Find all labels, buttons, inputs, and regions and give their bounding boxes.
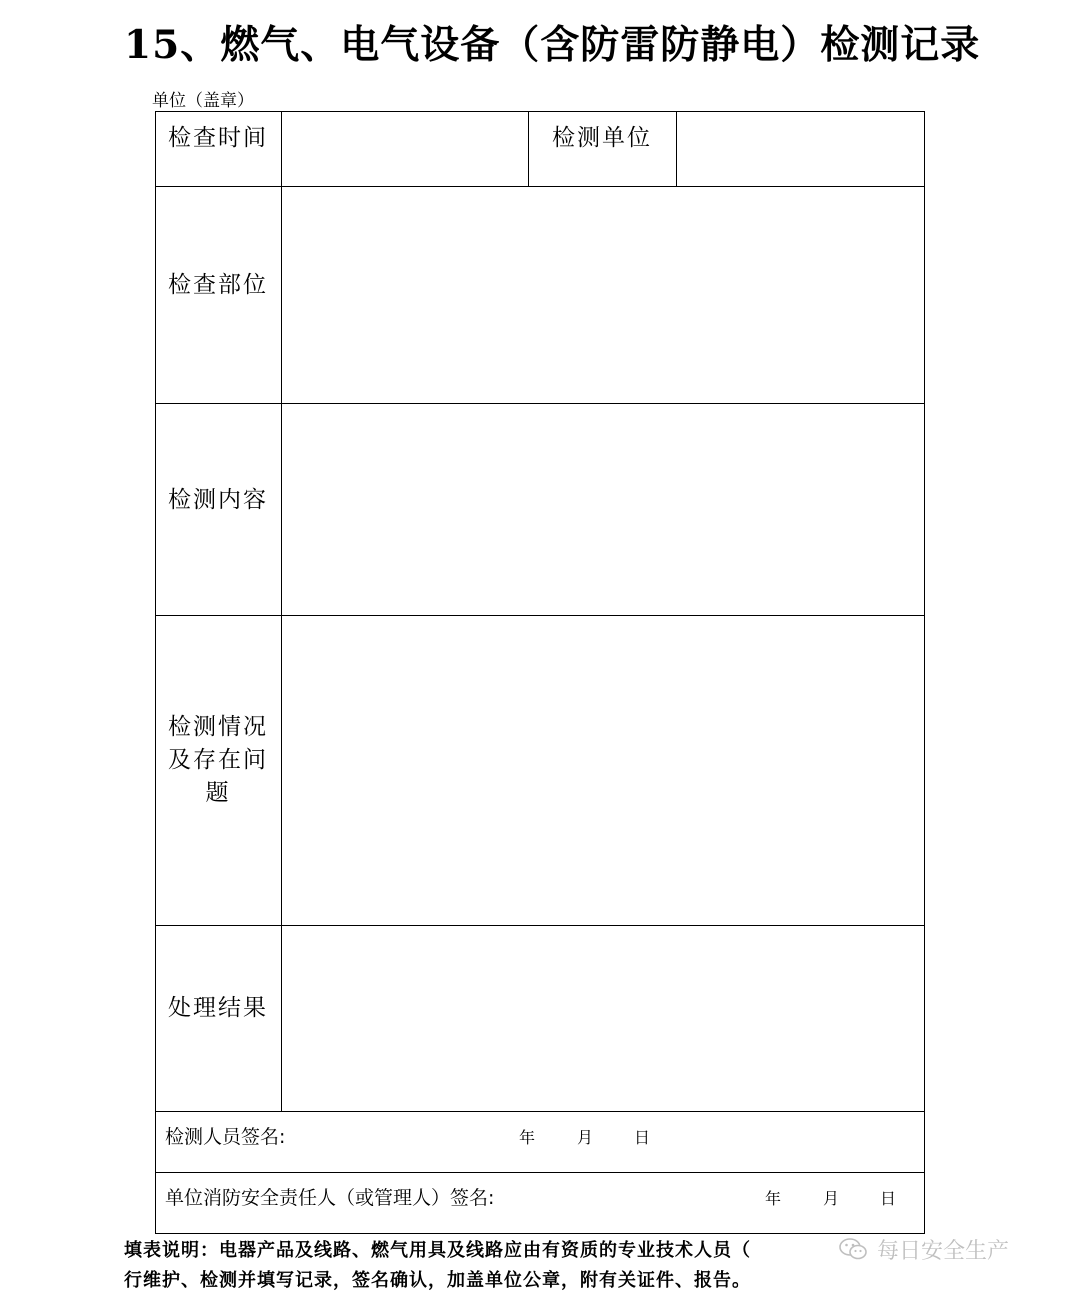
label-inspection-area: 检查部位 — [168, 272, 268, 298]
row-divider — [156, 1172, 924, 1173]
label-testing-unit: 检测单位 — [552, 125, 652, 151]
row-divider — [156, 186, 924, 187]
fill-instructions-line-2: 行维护、检测并填写记录，签名确认，加盖单位公章，附有关证件、报告。 — [124, 1270, 751, 1291]
label-test-content: 检测内容 — [168, 487, 268, 513]
label-handling-result: 处理结果 — [168, 995, 268, 1021]
watermark — [838, 1234, 1009, 1267]
responsible-date-year: 年 — [765, 1189, 782, 1208]
label-inspection-time: 检查时间 — [168, 125, 268, 151]
column-divider — [281, 112, 282, 1112]
unit-stamp-label: 单位（盖章） — [152, 91, 254, 111]
inspector-date-month: 月 — [577, 1128, 594, 1147]
responsible-signature-label: 单位消防安全责任人（或管理人）签名: — [165, 1187, 495, 1209]
row-divider — [156, 615, 924, 616]
inspector-signature-label: 检测人员签名: — [165, 1126, 286, 1148]
row-divider — [156, 1111, 924, 1112]
label-test-findings: 检测情况及存在问题 — [168, 714, 268, 806]
responsible-date-month: 月 — [823, 1189, 840, 1208]
row-divider — [156, 925, 924, 926]
inspector-date-day: 日 — [634, 1128, 651, 1147]
wechat-icon — [838, 1237, 868, 1267]
inspection-record-table — [155, 111, 925, 1234]
column-divider — [676, 112, 677, 187]
watermark-text: 每日安全生产 — [877, 1239, 1010, 1264]
row-divider — [156, 403, 924, 404]
inspector-date-year: 年 — [519, 1128, 536, 1147]
fill-instructions-line-1: 填表说明：电器产品及线路、燃气用具及线路应由有资质的专业技术人员（ — [124, 1240, 751, 1261]
responsible-date-day: 日 — [880, 1189, 897, 1208]
page-title: 15、燃气、电气设备（含防雷防静电）检测记录 — [124, 22, 981, 68]
column-divider — [528, 112, 529, 187]
